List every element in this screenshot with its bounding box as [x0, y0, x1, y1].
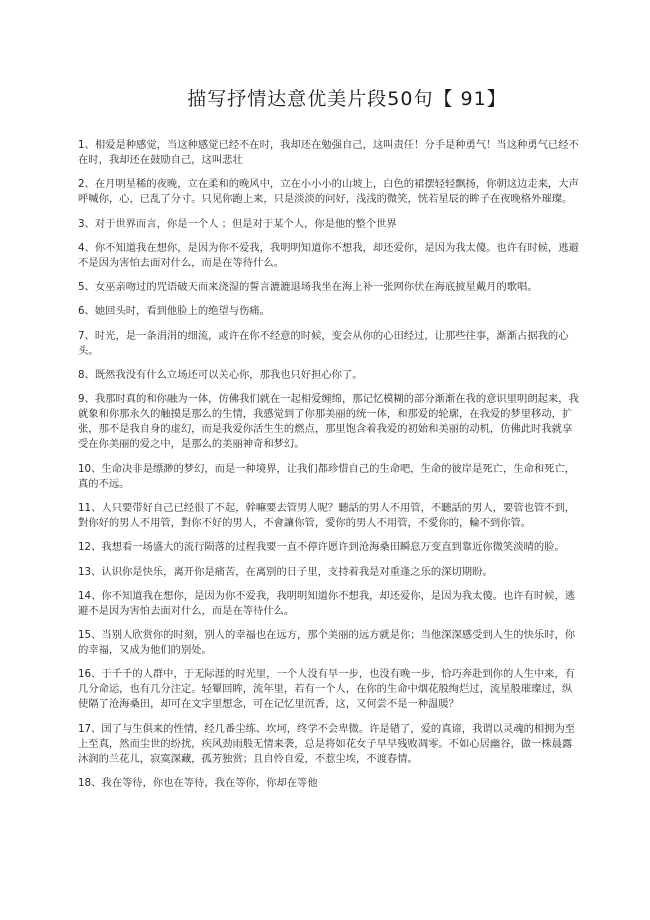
sentence-item: 8、既然我没有什么立场还可以关心你，那我也只好担心你了。 — [78, 369, 363, 382]
sentence-item: 16、于千千的人群中，于无际涯的时光里，一个人没有早一步，也没有晚一步，恰巧奔赴到你的人生中来，有几分命运，也有几分注定。轻颦回眸，流年里，若有一个人，在你的生命中烟花般绚烂过，流星般璀璨过，纵使隔了沧海桑田，却可在文字里想念，可在记忆里沉香，这，又何尝不是一种温暖？ — [78, 668, 576, 711]
sentence-item: 17、国了与生俱来的性情，经几番尘练、坎坷，终学不会卑微。许是错了，爱的真谛，我谓以灵魂的相拥为至上至真，然而尘世的纷扰，疾风劲雨般无情来袭，总是将如花女子早早残败凋零。不如心居幽谷，做一株晨露沐润的兰花儿，寂寞深藏，孤芳独赏；且自怜自爱，不惹尘埃，不渡春情。 — [78, 722, 576, 765]
document-title: 描写抒情达意优美片段50句【 91】 — [187, 88, 507, 110]
sentence-item: 3、对于世界而言，你是一个人 ；但是对于某个人，你是他的整个世界 — [78, 217, 397, 230]
sentence-item: 12、我想看一场盛大的流行陨落的过程我要一直不停许愿许到沧海桑田瞬息万变直到靠近你微笑淡晴的脸。 — [78, 541, 565, 554]
sentence-item: 7、时光，是一条涓涓的细流，或许在你不经意的时候，变会从你的心田经过，让那些往事，渐渐占据我的心头。 — [78, 329, 569, 357]
sentence-item: 9、我那时真的和你融为一体，仿佛我们就在一起相爱缠绵，那记忆模糊的部分渐渐在我的意识里明朗起来，我就象和你那永久的触摸是那么的生情，我感觉到了你那美丽的统一体，和那爱的轮廓，在我爱的梦里移动，扩张，那不是我自身的虚幻，而是我爱你活生生的燃点，那里饱含着我爱的初始和美丽的动机，仿佛此时我就享受在你美丽的爱之中，是那么的美丽神奇和梦幻。 — [78, 393, 579, 451]
sentence-item: 5、女巫亲吻过的咒语破天而来浇湿的誓言漉漉退场我坐在海上补一张网你伏在海底披星戴月的歌唱。 — [78, 281, 538, 294]
sentence-item: 13、认识你是快乐，离开你是痛苦，在离别的日子里，支持着我是对重逢之乐的深切期盼。 — [78, 565, 493, 578]
sentence-item: 6、她回头时，看到他脸上的绝望与伤痛。 — [78, 305, 270, 318]
sentence-item: 2、在月明星稀的夜晚，立在柔和的晚风中，立在小小小的山坡上，白色的裙摆轻轻飘扬，你朝这边走来，大声呼喊你，心，已乱了分寸。只见你跑上来，只是淡淡的问好，浅浅的微笑，恍若星辰的眸子在夜晚格外璀璨。 — [78, 178, 579, 206]
sentence-item: 14、你不知道我在想你，是因为你不爱我，我明明知道你不想我，却还爱你，是因为我太傻。也许有时候，逃避不是因为害怕去面对什么，而是在等待什么。 — [78, 589, 576, 617]
sentence-item: 11、人只要带好自己已经很了不起，幹嘛要去管男人呢？聽話的男人不用管，不聽話的男人，要管也管不到，對你好的男人不用管，對你不好的男人，不會讓你管，愛你的男人不用管，不愛你的，輪不到你管。 — [78, 501, 576, 529]
sentence-item: 4、你不知道我在想你，是因为你不爱我，我明明知道你不想我，却还爱你，是因为我太傻。也许有时候，逃避不是因为害怕去面对什么，而是在等待什么。 — [78, 241, 579, 269]
sentence-item: 15、当别人欣赏你的时刻，别人的幸福也在远方，那个美丽的远方就是你；当他深深感受到人生的快乐时，你的幸福，又成为他们的别处。 — [78, 629, 576, 657]
sentence-item: 1、相爱是种感觉，当这种感觉已经不在时，我却还在勉强自己，这叫责任！分手是种勇气！当这种勇气已经不在时，我却还在鼓励自己，这叫悲壮 — [78, 139, 579, 166]
sentence-item: 18、我在等待，你也在等待，我在等你，你却在等他 — [78, 777, 318, 790]
sentence-list — [78, 138, 580, 791]
sentence-item: 10、生命决非是缥渺的梦幻，而是一种境界，让我们都珍惜自己的生命吧，生命的彼岸是死亡，生命和死亡，真的不远。 — [78, 462, 576, 490]
